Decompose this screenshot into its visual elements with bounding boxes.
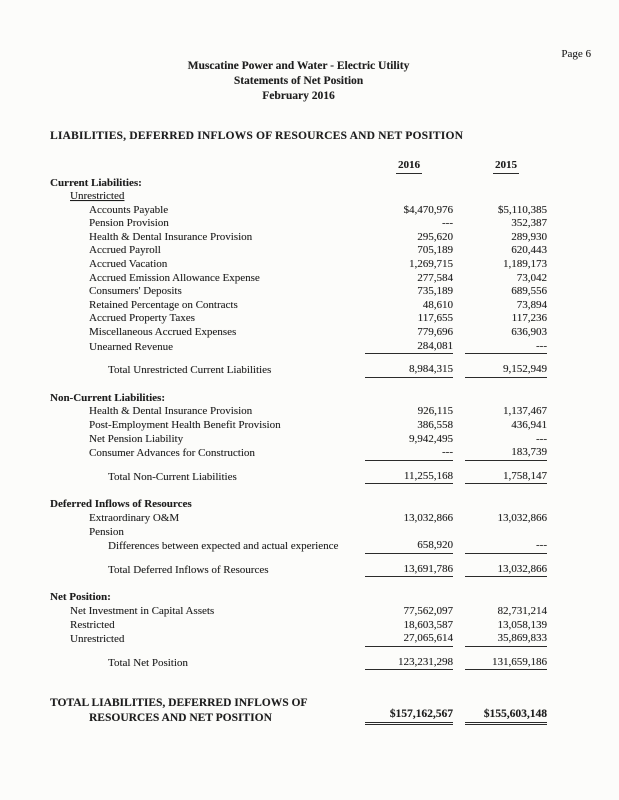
row-value-2016: 117,655	[417, 312, 453, 325]
grand-total-row	[50, 696, 547, 725]
row-label: Post-Employment Health Benefit Provision	[89, 419, 281, 431]
row-value-2016: 284,081	[365, 340, 453, 355]
statement-row	[50, 285, 547, 299]
statement-row	[50, 498, 547, 512]
row-value-2016: 1,269,715	[409, 258, 453, 271]
row-value-2015: 35,869,833	[465, 632, 547, 647]
column-2015	[465, 158, 547, 174]
statement-row	[50, 217, 547, 231]
row-value-2016: 779,696	[417, 326, 453, 339]
row-value-2016: 386,558	[417, 419, 453, 431]
row-value-2015: 82,731,214	[497, 604, 547, 617]
row-label: Pension	[89, 525, 124, 538]
row-value-2015: 9,152,949	[465, 363, 547, 378]
col-header-2016: 2016	[396, 158, 422, 174]
row-value-2016: 8,984,315	[365, 363, 453, 378]
statement-row	[50, 419, 547, 433]
statement-row	[50, 405, 547, 419]
page-number: Page 6	[561, 48, 591, 60]
statement-row	[50, 656, 547, 671]
row-value-2015: 689,556	[511, 285, 547, 298]
statement-row	[50, 272, 547, 286]
statement-row	[50, 204, 547, 218]
row-label: Total Deferred Inflows of Resources	[108, 563, 269, 576]
row-label: Differences between expected and actual experience	[108, 540, 339, 553]
row-label: Net Investment in Capital Assets	[70, 604, 215, 617]
row-value-2015: 13,058,139	[497, 618, 547, 631]
row-value-2016: ---	[442, 217, 453, 230]
row-value-2015: 73,042	[516, 271, 547, 284]
row-value-2016: 277,584	[417, 271, 453, 284]
row-value-2016: 13,691,786	[365, 563, 453, 578]
row-label: Accrued Emission Allowance Expense	[89, 271, 260, 284]
row-value-2015: $5,110,385	[497, 203, 547, 216]
row-label: Deferred Inflows of Resources	[50, 498, 192, 511]
statement-row	[50, 605, 547, 619]
row-label: Accrued Property Taxes	[89, 312, 195, 325]
statement-row	[50, 446, 547, 461]
statement-row	[50, 632, 547, 647]
row-value-2015: 289,930	[511, 230, 547, 243]
statement-row	[50, 177, 547, 191]
statement-row	[50, 619, 547, 633]
statement-row	[50, 312, 547, 326]
row-value-2016: 18,603,587	[403, 618, 453, 631]
doc-subtitle: Statements of Net Position	[233, 75, 364, 87]
row-value-2016: 27,065,614	[365, 632, 453, 647]
statement-row	[50, 392, 547, 406]
statement-row	[50, 433, 547, 447]
row-value-2015: 620,443	[511, 244, 547, 257]
row-label: Miscellaneous Accrued Expenses	[89, 326, 237, 339]
row-label: Consumer Advances for Construction	[89, 447, 255, 460]
statement-row	[50, 363, 547, 378]
statement-row	[50, 258, 547, 272]
grand-total-value-2016: $157,162,567	[365, 707, 453, 726]
doc-period: February 2016	[262, 90, 335, 102]
column-2016	[365, 158, 453, 174]
row-value-2015: 1,189,173	[503, 258, 547, 271]
statement-row	[50, 190, 547, 204]
col-header-2015: 2015	[493, 158, 519, 174]
row-label: Accounts Payable	[89, 203, 169, 216]
row-value-2016: 77,562,097	[403, 604, 453, 617]
grand-total-label-line2: RESOURCES AND NET POSITION	[89, 711, 272, 724]
row-value-2015: 1,137,467	[503, 405, 547, 418]
statement-row	[50, 326, 547, 340]
row-value-2016: 705,189	[417, 244, 453, 257]
row-value-2016: 48,610	[422, 298, 453, 311]
statement-rows	[50, 177, 547, 671]
row-value-2016: 735,189	[417, 285, 453, 298]
grand-total-label-line1: TOTAL LIABILITIES, DEFERRED INFLOWS OF	[50, 697, 308, 710]
statement-row	[50, 563, 547, 578]
row-label: Restricted	[70, 618, 115, 631]
statement-row	[50, 539, 547, 554]
row-value-2015: 1,758,147	[465, 470, 547, 485]
row-value-2015: 352,387	[511, 217, 547, 230]
row-label: Non-Current Liabilities:	[50, 391, 165, 404]
statement-row	[50, 591, 547, 605]
row-value-2016: 13,032,866	[403, 511, 453, 524]
statement-row	[50, 231, 547, 245]
row-value-2015: ---	[465, 340, 547, 355]
doc-title: Muscatine Power and Water - Electric Utility	[187, 60, 410, 72]
row-value-2015: 636,903	[511, 326, 547, 339]
row-label: Retained Percentage on Contracts	[89, 298, 238, 311]
row-label: Total Net Position	[108, 656, 188, 669]
row-value-2016: ---	[365, 446, 453, 461]
row-label: Unearned Revenue	[89, 340, 173, 353]
statement-row	[50, 244, 547, 258]
row-value-2016: 658,920	[365, 539, 453, 554]
row-value-2016: 11,255,168	[365, 470, 453, 485]
statement-heading: LIABILITIES, DEFERRED INFLOWS OF RESOURCES AND NET POSITION	[50, 130, 464, 142]
row-value-2015: 436,941	[511, 419, 547, 431]
row-value-2015: 73,894	[516, 298, 547, 311]
row-value-2015: 131,659,186	[465, 656, 547, 671]
row-label: Pension Provision	[89, 217, 169, 230]
row-value-2015: ---	[536, 432, 547, 445]
row-value-2016: 926,115	[417, 405, 453, 418]
row-value-2015: 183,739	[465, 446, 547, 461]
row-label: Unrestricted	[70, 190, 125, 203]
row-label: Consumers' Deposits	[89, 285, 182, 298]
row-label: Health & Dental Insurance Provision	[89, 230, 253, 243]
statement-row	[50, 526, 547, 540]
row-value-2016: 9,942,495	[409, 432, 453, 445]
row-value-2016: $4,470,976	[403, 203, 453, 216]
row-label: Extraordinary O&M	[89, 511, 180, 524]
statement-row	[50, 340, 547, 355]
row-value-2015: 13,032,866	[465, 563, 547, 578]
row-label: Current Liabilities:	[50, 176, 142, 189]
statement-row	[50, 512, 547, 526]
row-label: Unrestricted	[70, 633, 125, 646]
column-headers	[50, 158, 547, 174]
row-label: Net Pension Liability	[89, 432, 184, 445]
row-label: Accrued Payroll	[89, 244, 161, 257]
statement-row	[50, 299, 547, 313]
row-label: Total Unrestricted Current Liabilities	[108, 364, 272, 377]
row-value-2015: ---	[465, 539, 547, 554]
row-value-2016: 123,231,298	[365, 656, 453, 671]
row-label: Total Non-Current Liabilities	[108, 470, 237, 483]
title-block	[50, 59, 547, 104]
row-value-2015: 117,236	[511, 312, 547, 325]
statement-row	[50, 470, 547, 485]
row-value-2016: 295,620	[417, 230, 453, 243]
grand-total-label	[50, 696, 365, 725]
row-label: Net Position:	[50, 591, 111, 604]
row-label: Health & Dental Insurance Provision	[89, 405, 253, 418]
row-label: Accrued Vacation	[89, 258, 168, 271]
row-value-2015: 13,032,866	[497, 511, 547, 524]
grand-total-value-2015: $155,603,148	[465, 707, 547, 726]
